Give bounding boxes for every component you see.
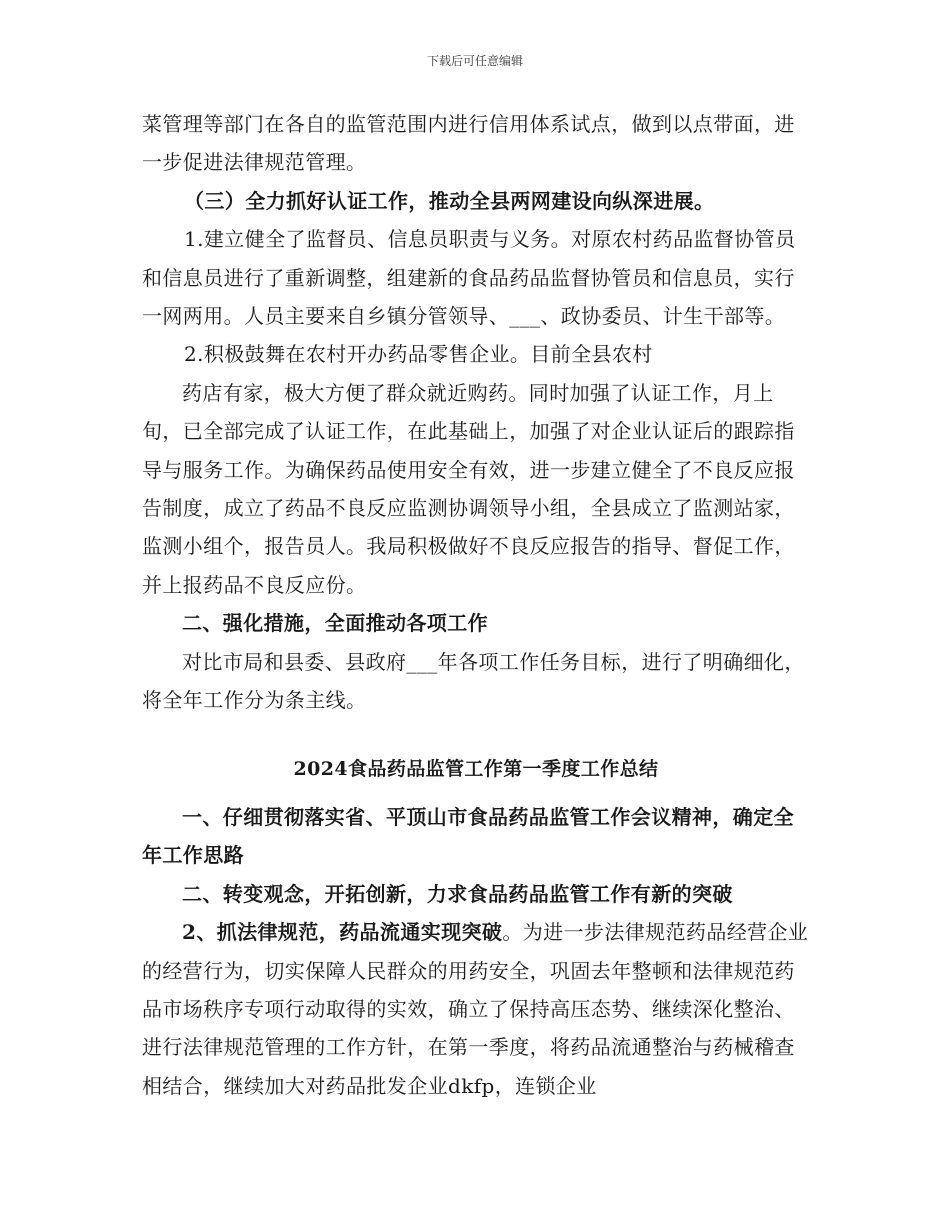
document-title: 2024食品药品监管工作第一季度工作总结 [293, 757, 659, 780]
section-heading-innovation: 二、转变观念，开拓创新，力求食品药品监管工作有新的突破 [182, 881, 733, 906]
section-heading-measures: 二、强化措施，全面推动各项工作 [182, 611, 488, 636]
paragraph-pharmacy: 药店有家，极大方便了群众就近购药。同时加强了认证工作，月上旬，已全部完成了认证工作，在此基础上，加强了对企业认证后的跟踪指导与服务工作。为确保药品使用安全有效，进一步建立健全了不良反应报告制度，成立了药品不良反应监测协调领导小组，全县成立了监测站家，监测小组个，报告员人。我局积极做好不良反应报告的指导、督促工作，并上报药品不良反应份。 [142, 380, 795, 597]
paragraph-item-1: 1.建立健全了监督员、信息员职责与义务。对原农村药品监督协管员和信息员进行了重新调整，组建新的食品药品监督协管员和信息员，实行一网两用。人员主要来自乡镇分管领导、___、政协委员、计生干部等。 [142, 227, 796, 329]
paragraph-law-heading: 2、抓法律规范，药品流通实现突破 [182, 920, 503, 945]
section-heading-implement: 一、仔细贯彻落实省、平顶山市食品药品监管工作会议精神，确定全年工作思路 [142, 804, 794, 868]
paragraph-credit-system: 菜管理等部门在各自的监管范围内进行信用体系试点，做到以点带面，进一步促进法律规范管理。 [142, 112, 795, 175]
document-body [142, 105, 810, 1105]
page-header: 下载后可任意编辑 [426, 54, 523, 68]
paragraph-contrast: 对比市局和县委、县政府___年各项工作任务目标，进行了明确细化，将全年工作分为条主线。 [142, 649, 805, 713]
paragraph-law-body: 。为进一步法律规范药品经营企业的经营行为，切实保障人民群众的用药安全，巩固去年整顿和法律规范药品市场秩序专项行动取得的实效，确立了保持高压态势、继续深化整治、进行法律规范管理的工作方针，在第一季度，将药品流通整治与药械稽查相结合，继续加大对药品批发企业dkfp，连锁企业 [142, 920, 809, 1098]
section-heading-certification: （三）全力抓好认证工作，推动全县两网建设向纵深进展。 [184, 188, 715, 213]
paragraph-item-2: 2.积极鼓舞在农村开办药品零售企业。目前全县农村 [184, 342, 653, 367]
paragraph-law [142, 913, 810, 1105]
